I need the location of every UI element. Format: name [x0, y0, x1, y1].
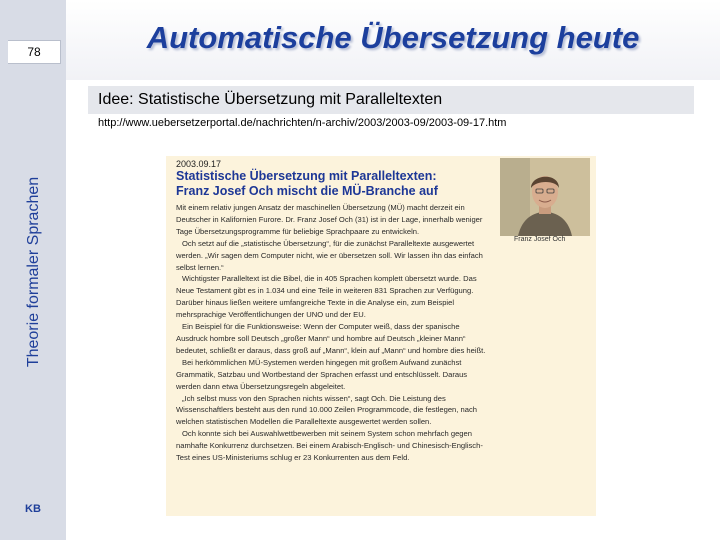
- article-paragraph: Och konnte sich bei Auswahlwettbewerben mit seinem System schon mehrfach gegen namhafte Konkurrenz durchsetzen. Bei einem Arabisch-Englisch- und Chinesisch-Englisch-Test eines US-Ministeriums schlug er 23 Konkurrenten aus dem Feld.: [176, 429, 483, 463]
- article-paragraph: Wichtigster Paralleltext ist die Bibel, die in 405 Sprachen komplett übersetzt wurde. Das Neue Testament gibt es in 1.034 und eine Teile in weiteren 831 Sprachen zur Verfügung. Darüber hinaus ließen weitere umfangreiche Texte in die Analyse ein, zum Beispiel mehrsprachige Veröffentlichungen der UNO und der EU.: [176, 274, 477, 320]
- vertical-course-title: Theorie formaler Sprachen: [25, 176, 42, 368]
- slide-subtitle: Idee: Statistische Übersetzung mit Paralleltexten: [98, 91, 443, 108]
- source-url: http://www.uebersetzerportal.de/nachrichten/n-archiv/2003/2003-09/2003-09-17.htm: [98, 117, 507, 129]
- photo-caption: Franz Josef Och: [514, 236, 566, 243]
- article-paragraph: „Ich selbst muss von den Sprachen nichts wissen“, sagt Och. Die Leistung des Wissenschaftlers besteht aus den rund 10.000 Zeilen Programmcode, die festlegen, nach welchen statistischen Modellen die Paralleltexte ausgewertet werden sollen.: [176, 393, 477, 427]
- article-paragraph: Ein Beispiel für die Funktionsweise: Wenn der Computer weiß, dass der spanische Ausdruck hombre soll Deutsch „großer Mann“ und hombre auf Deutsch „kleiner Mann“ bedeutet, schließt er daraus, dass groß auf „Mann“, klein auf „Mann“ und hombre dies heißt.: [176, 322, 486, 355]
- kb-logo: KB: [25, 503, 41, 515]
- article-date: 2003.09.17: [176, 159, 222, 169]
- author-photo: [500, 158, 590, 236]
- page-number: 78: [8, 40, 61, 64]
- portrait-icon: [500, 158, 590, 236]
- article-paragraph: Och setzt auf die „statistische Übersetzung“, für die zunächst Paralleltexte ausgewertet werden. „Wir sagen dem Computer nicht, wie er übersetzen soll. Wir lassen ihn das einfach selbst lernen.“: [176, 238, 483, 272]
- article-body: [176, 202, 488, 464]
- article-paragraph: Bei herkömmlichen MÜ-Systemen werden hingegen mit großem Aufwand zunächst Grammatik, Satzbau und Wortbestand der Sprachen erfasst und entschlüsselt. Daraus werden dann etwa Übersetzungsregeln abgeleitet.: [176, 357, 468, 391]
- article-paragraph: Mit einem relativ jungen Ansatz der maschinellen Übersetzung (MÜ) macht derzeit ein Deutscher in Kalifornien Furore. Dr. Franz Josef Och (31) ist in der Lage, innerhalb weniger Tage Übersetzungsprogramme für beliebige Sprachpaare zu entwickeln.: [176, 203, 483, 236]
- article-headline: Statistische Übersetzung mit Paralleltexten: Franz Josef Och mischt die MÜ-Branche auf: [176, 169, 438, 198]
- slide-title: Automatische Übersetzung heute: [146, 20, 640, 55]
